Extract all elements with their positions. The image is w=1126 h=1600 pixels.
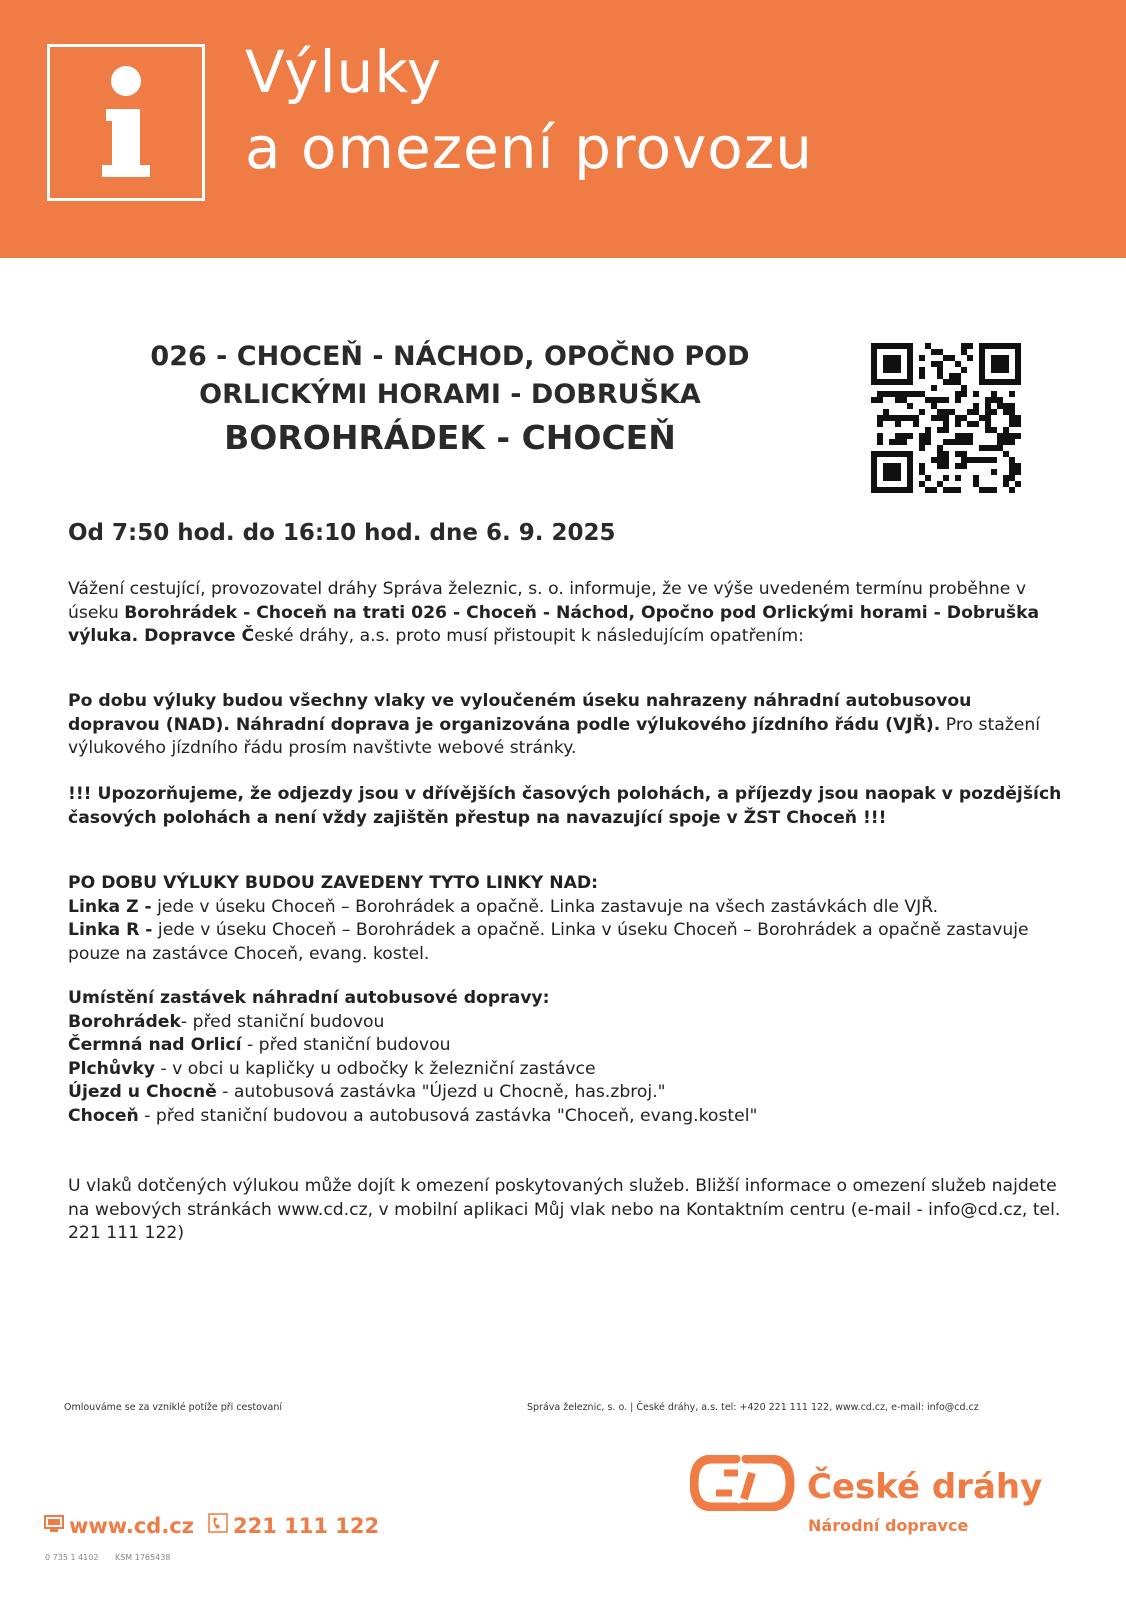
stop-name: Choceň [68,1105,139,1126]
services-note: U vlaků dotčených výlukou může dojít k omezení poskytovaných služeb. Bližší informace o omezení služeb najdete na webových stránkách www.cd.cz, v mobilní aplikaci Můj vlak nebo na Kontaktním centru (e-mail - info@cd.cz, tel. 221 111 122) [68,1176,1061,1243]
lines-section [68,872,1068,966]
footer-apology: Omlouváme se za vzniklé potíže při cestovaní [64,1402,282,1413]
footer-contacts: Správa železnic, s. o. | České dráhy, a.s. tel: +420 221 111 122, www.cd.cz, e-mail: info@cd.cz [527,1402,979,1413]
line-text: jede v úseku Choceň – Borohrádek a opačně. Linka v úseku Choceň – Borohrádek a opačně zastavuje pouze na zastávce Choceň, evang. kostel. [68,920,1029,964]
stop-name: Újezd u Chocně [68,1082,217,1102]
list-item [68,919,1068,966]
list-item [68,1011,1068,1035]
stop-text: - před staniční budovou [241,1035,451,1055]
stops-section [68,987,1068,1128]
contact-bar [44,1513,379,1538]
qr-code[interactable] [868,340,1024,500]
title-line-1: Výluky [245,38,443,106]
replacement-text: Pro stažení výlukového jízdního řádu prosím navštivte webové stránky. [68,714,1041,758]
closure-date: Od 7:50 hod. do 16:10 hod. dne 6. 9. 2025 [68,520,616,546]
intro-text-end: eské dráhy, a.s. proto musí přistoupit k následujícím opatřením: [254,626,804,646]
brand-subtitle: Národní dopravce [808,1516,969,1535]
title-line-2: a omezení provozu [245,114,813,182]
page-title [245,34,813,186]
list-item [68,1034,1068,1058]
line-text: jede v úseku Choceň – Borohrádek a opačně. Linka zastavuje na všech zastávkách dle VJŘ. [151,896,939,917]
line-name: Linka Z - [68,896,152,917]
document-codes [45,1553,184,1562]
stops-heading: Umístění zastávek náhradní autobusové dopravy: [68,988,550,1008]
route-title [90,338,810,462]
intro-paragraph [68,578,1068,649]
route-section: BOROHRÁDEK - CHOCEŇ [224,418,676,457]
replacement-bold: Po dobu výluky budou všechny vlaky ve vyloučeném úseku nahrazeny náhradní autobusovou dopravou (NAD). Náhradní doprava je organizována podle výlukového jízdního řádu (VJŘ). [68,691,972,735]
list-item [68,896,1068,920]
cd-logo-icon [690,1455,796,1515]
header-banner [0,0,1126,258]
website-link[interactable]: www.cd.cz [69,1513,194,1538]
phone-number[interactable]: 221 111 122 [232,1513,380,1538]
warning-paragraph [68,783,1068,830]
list-item [68,1105,1068,1129]
intro-text: Vážení cestující, provozovatel dráhy Správa železnic, s. o. informuje, že ve výše uvedeném termínu proběhne v úseku [68,579,1026,623]
info-icon [47,44,205,201]
code-2: KSM 1765438 [114,1553,171,1562]
lines-heading: PO DOBU VÝLUKY BUDOU ZAVEDENY TYTO LINKY NAD: [68,873,599,893]
list-item [68,1058,1068,1082]
stop-name: Borohrádek [68,1011,181,1032]
stop-text: - v obci u kapličky u odbočky k železniční zastávce [155,1058,596,1079]
replacement-paragraph [68,690,1068,761]
route-line-1: 026 - CHOCEŇ - NÁCHOD, OPOČNO POD [150,341,750,372]
monitor-icon [44,1514,64,1538]
stop-text: - před staniční budovou [180,1011,385,1032]
phone-icon [208,1513,228,1538]
warning-text: !!! Upozorňujeme, že odjezdy jsou v dřívějších časových polohách, a příjezdy jsou naopak v pozdějších časových polohách a není vždy zajištěn přestup na navazující spoje v ŽST Choceň !!! [68,784,1062,828]
stop-name: Plchůvky [68,1058,155,1079]
stop-name: Čermná nad Orlicí [68,1035,242,1055]
brand-name: České dráhy [807,1467,1043,1507]
code-1: 0 735 1 4102 [45,1553,99,1562]
intro-bold: Borohrádek - Choceň na trati 026 - Choceň - Náchod, Opočno pod Orlickými horami - Dobruška výluka. Dopravce Č [68,602,1040,646]
route-line-2: ORLICKÝMI HORAMI - DOBRUŠKA [199,379,701,410]
line-name: Linka R - [68,920,153,940]
stop-text: - před staniční budovou a autobusová zastávka "Choceň, evang.kostel" [138,1105,758,1126]
stop-text: - autobusová zastávka "Újezd u Chocně, has.zbroj." [216,1082,666,1102]
list-item [68,1081,1068,1105]
